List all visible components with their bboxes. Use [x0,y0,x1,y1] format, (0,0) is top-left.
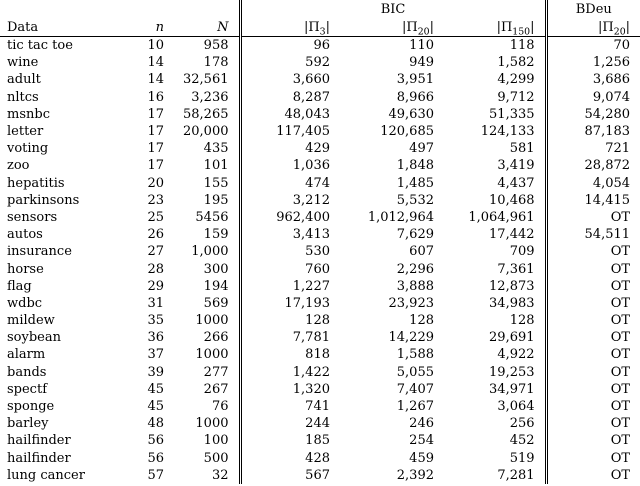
group-header-bic: BIC [240,0,546,18]
value-cell: 1,848 [396,158,434,174]
value-cell: 1000 [195,347,229,363]
value-cell: 17 [147,106,164,122]
value-cell: 7,629 [396,227,434,243]
value-cell: 35 [147,313,164,329]
value-cell: 20 [147,175,164,191]
value-cell: 118 [509,38,535,54]
value-cell: 300 [203,261,229,277]
value-cell: 581 [509,141,535,157]
value-cell: 124,133 [480,124,535,140]
value-cell: 17 [147,158,164,174]
value-cell: 19,253 [489,364,535,380]
value-cell: 14 [147,72,164,88]
dataset-name-cell: hailfinder [7,450,71,466]
value-cell: 34,983 [489,295,535,311]
dataset-name-cell: msnbc [7,106,50,122]
value-cell: 7,781 [240,329,340,346]
group-header-row [0,0,640,18]
value-cell: 195 [203,192,229,208]
value-cell: 1,422 [240,364,340,381]
dataset-name-cell: wdbc [7,295,43,311]
value-cell: 530 [240,243,340,260]
value-cell: 10 [147,38,164,54]
value-cell: 51,335 [489,106,535,122]
value-cell: 27 [147,244,164,260]
value-cell: 12,873 [489,278,535,294]
group-header-empty [0,0,240,18]
column-header: $|\Pi_3|$ [240,18,340,37]
value-cell: 48 [147,416,164,432]
value-cell: 256 [509,416,535,432]
value-cell: 7,361 [497,261,535,277]
column-header: Data [0,18,128,37]
value-cell: 76 [211,399,229,415]
table-row [0,467,640,484]
value-cell: 29,691 [489,330,535,346]
table-row [0,398,640,415]
value-cell: 1,256 [546,54,640,71]
value-cell: 28 [147,261,164,277]
dataset-name-cell: adult [7,72,41,88]
value-cell: 569 [203,295,229,311]
dataset-name-cell: spectf [7,381,48,397]
value-cell: 8,966 [396,89,434,105]
table-row [0,37,640,55]
value-cell: 497 [409,141,434,157]
table-row [0,312,640,329]
value-cell: 607 [409,244,434,260]
value-cell: 9,712 [497,89,535,105]
value-cell: 2,296 [396,261,434,277]
value-cell: 958 [203,38,229,54]
value-cell: 17,193 [240,295,340,312]
value-cell: 16 [147,89,164,105]
value-cell: 7,407 [396,381,434,397]
value-cell: 28,872 [546,157,640,174]
value-cell: 949 [409,55,434,71]
value-cell: 25 [147,209,164,225]
value-cell: 100 [203,433,229,449]
value-cell: 23 [147,192,164,208]
value-cell: 741 [240,398,340,415]
value-cell: 519 [509,450,535,466]
table-row [0,226,640,243]
value-cell: 452 [509,433,535,449]
table-row [0,415,640,432]
value-cell: 56 [147,450,164,466]
value-cell: 459 [409,450,434,466]
value-cell: 4,437 [497,175,535,191]
value-cell: 48,043 [240,106,340,123]
value-cell: 17 [147,141,164,157]
value-cell: 14,415 [546,192,640,209]
value-cell: OT [546,329,640,346]
value-cell: 760 [240,260,340,277]
value-cell: 4,922 [497,347,535,363]
value-cell: 70 [546,37,640,55]
dataset-name-cell: lung cancer [7,467,85,483]
value-cell: OT [546,398,640,415]
value-cell: 20,000 [183,124,229,140]
value-cell: 32,561 [183,72,229,88]
value-cell: 39 [147,364,164,380]
value-cell: 2,392 [396,467,434,483]
value-cell: 58,265 [183,106,229,122]
value-cell: OT [546,381,640,398]
value-cell: 54,280 [546,106,640,123]
table-row [0,71,640,88]
value-cell: 500 [203,450,229,466]
column-header: $|\Pi_{20}|$ [340,18,444,37]
value-cell: 4,054 [546,175,640,192]
table-row [0,295,640,312]
value-cell: OT [546,450,640,467]
value-cell: 567 [240,467,340,484]
value-cell: OT [546,364,640,381]
value-cell: 5456 [195,209,229,225]
table-row [0,157,640,174]
dataset-name-cell: bands [7,364,47,380]
value-cell: 32 [211,467,229,483]
value-cell: 3,212 [240,192,340,209]
value-cell: 128 [409,313,434,329]
dataset-name-cell: parkinsons [7,192,80,208]
value-cell: 709 [509,244,535,260]
table-row [0,209,640,226]
value-cell: 159 [203,227,229,243]
value-cell: 36 [147,330,164,346]
value-cell: 3,413 [240,226,340,243]
dataset-name-cell: sponge [7,399,55,415]
table-row [0,89,640,106]
value-cell: 3,888 [396,278,434,294]
value-cell: 5,055 [396,364,434,380]
value-cell: 962,400 [240,209,340,226]
value-cell: 266 [203,330,229,346]
value-cell: 178 [203,55,229,71]
table-row [0,329,640,346]
value-cell: 1,036 [240,157,340,174]
value-cell: 1000 [195,313,229,329]
table-row [0,140,640,157]
table-row [0,192,640,209]
value-cell: 1,485 [396,175,434,191]
dataset-name-cell: barley [7,416,49,432]
value-cell: 45 [147,381,164,397]
value-cell: OT [546,432,640,449]
dataset-name-cell: autos [7,227,43,243]
value-cell: 10,468 [489,192,535,208]
value-cell: OT [546,346,640,363]
value-cell: OT [546,415,640,432]
table-row [0,364,640,381]
table-row [0,432,640,449]
table-row [0,106,640,123]
value-cell: 185 [240,432,340,449]
dataset-name-cell: sensors [7,209,58,225]
value-cell: 3,951 [396,72,434,88]
value-cell: 31 [147,295,164,311]
value-cell: 56 [147,433,164,449]
value-cell: 474 [240,175,340,192]
value-cell: 1,267 [396,399,434,415]
value-cell: 1,227 [240,278,340,295]
value-cell: 101 [203,158,229,174]
value-cell: 120,685 [380,124,434,140]
value-cell: 3,660 [240,71,340,88]
table-row [0,278,640,295]
value-cell: 9,074 [546,89,640,106]
value-cell: OT [546,260,640,277]
dataset-name-cell: voting [7,141,49,157]
value-cell: 117,405 [240,123,340,140]
value-cell: 3,236 [191,89,229,105]
value-cell: 23,923 [388,295,434,311]
value-cell: 8,287 [240,89,340,106]
value-cell: 435 [203,141,229,157]
dataset-name-cell: insurance [7,244,72,260]
group-header-bdeu: BDeu [546,0,640,18]
dataset-name-cell: letter [7,124,44,140]
value-cell: 49,630 [388,106,434,122]
value-cell: 57 [147,467,164,483]
value-cell: 1000 [195,416,229,432]
table-body [0,37,640,484]
value-cell: 428 [240,450,340,467]
column-header-row [0,18,640,37]
value-cell: 1,064,961 [468,209,535,225]
value-cell: 721 [546,140,640,157]
value-cell: 267 [203,381,229,397]
value-cell: 96 [240,37,340,55]
value-cell: 1,012,964 [367,209,434,225]
dataset-name-cell: zoo [7,158,30,174]
value-cell: 29 [147,278,164,294]
value-cell: 26 [147,227,164,243]
value-cell: 14,229 [388,330,434,346]
dataset-name-cell: hailfinder [7,433,71,449]
value-cell: 45 [147,399,164,415]
dataset-name-cell: alarm [7,347,46,363]
value-cell: 54,511 [546,226,640,243]
dataset-name-cell: wine [7,55,39,71]
value-cell: 194 [203,278,229,294]
value-cell: 17,442 [489,227,535,243]
column-header: N [174,18,240,37]
value-cell: 429 [240,140,340,157]
value-cell: OT [546,467,640,484]
table-row [0,54,640,71]
value-cell: 254 [409,433,434,449]
dataset-name-cell: flag [7,278,32,294]
value-cell: 3,064 [497,399,535,415]
table-row [0,175,640,192]
value-cell: 17 [147,124,164,140]
dataset-name-cell: mildew [7,313,55,329]
value-cell: 3,419 [497,158,535,174]
value-cell: 128 [509,313,535,329]
column-header: $|\Pi_{150}|$ [444,18,546,37]
value-cell: OT [546,243,640,260]
dataset-name-cell: soybean [7,330,61,346]
value-cell: 1,320 [240,381,340,398]
value-cell: 14 [147,55,164,71]
table-row [0,381,640,398]
value-cell: 818 [240,346,340,363]
value-cell: OT [546,209,640,226]
value-cell: 155 [203,175,229,191]
value-cell: 7,281 [497,467,535,483]
table-row [0,243,640,260]
column-header: $|\Pi_{20}|$ [546,18,640,37]
value-cell: 244 [240,415,340,432]
value-cell: 277 [203,364,229,380]
dataset-name-cell: tic tac toe [7,38,73,54]
value-cell: 1,588 [396,347,434,363]
value-cell: 592 [240,54,340,71]
table-row [0,346,640,363]
value-cell: OT [546,312,640,329]
value-cell: OT [546,278,640,295]
value-cell: OT [546,295,640,312]
value-cell: 110 [409,38,434,54]
value-cell: 87,183 [546,123,640,140]
dataset-name-cell: hepatitis [7,175,65,191]
value-cell: 1,000 [191,244,229,260]
table-row [0,450,640,467]
value-cell: 37 [147,347,164,363]
dataset-name-cell: horse [7,261,44,277]
value-cell: 4,299 [497,72,535,88]
value-cell: 3,686 [546,71,640,88]
dataset-name-cell: nltcs [7,89,39,105]
value-cell: 5,532 [396,192,434,208]
table-row [0,260,640,277]
value-cell: 34,971 [489,381,535,397]
column-header: n [128,18,174,37]
value-cell: 1,582 [497,55,535,71]
value-cell: 128 [240,312,340,329]
table-row [0,123,640,140]
value-cell: 246 [409,416,434,432]
table-header [0,0,640,37]
